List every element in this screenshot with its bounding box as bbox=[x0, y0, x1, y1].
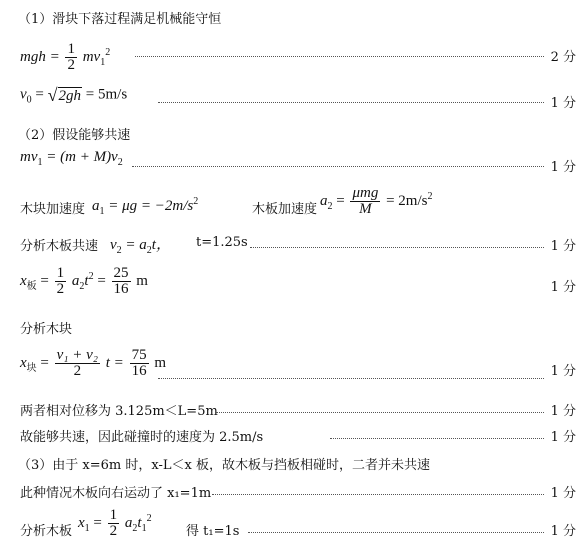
section-1-heading bbox=[0, 6, 588, 26]
momentum-equation bbox=[0, 146, 588, 175]
score-label: 1 分 bbox=[550, 239, 576, 254]
score-label: 1 分 bbox=[550, 280, 576, 295]
frac-den: 2 bbox=[73, 363, 82, 379]
eq-sup: 2 bbox=[146, 512, 152, 524]
eq-equals: = bbox=[40, 272, 49, 289]
energy-equation bbox=[0, 32, 588, 72]
eq-sup: 2 bbox=[427, 190, 433, 202]
section-3-text: （3）由于 x=6m 时，x-L＜x 板，故木板与挡板相碰时，二者并未共速 bbox=[18, 458, 430, 473]
fraction-avg-velocity bbox=[55, 348, 100, 379]
eq-var: x bbox=[20, 354, 27, 371]
eq-var: x bbox=[78, 514, 85, 531]
eq-sub: 2 bbox=[116, 245, 122, 256]
frac-num: 1 bbox=[109, 507, 118, 523]
velocity-equation bbox=[0, 82, 588, 112]
time-value: t=1.25s bbox=[196, 235, 248, 250]
frac-den: 16 bbox=[131, 363, 147, 379]
eq-sub: 1 bbox=[100, 56, 106, 68]
eq-lhs: mgh = bbox=[20, 48, 60, 65]
frac-num: 75 bbox=[131, 347, 147, 363]
eq-sub: 2 bbox=[327, 200, 333, 212]
dotted-leader bbox=[330, 438, 544, 439]
eq-sub: 0 bbox=[26, 94, 32, 106]
frac-den: 16 bbox=[113, 281, 129, 297]
momentum-formula bbox=[20, 149, 123, 168]
sqrt-expression bbox=[48, 86, 82, 104]
score-label: 1 分 bbox=[550, 364, 576, 379]
section-1-text: （1）滑块下落过程满足机械能守恒 bbox=[18, 12, 222, 27]
eq-sup: 2 bbox=[105, 46, 111, 58]
score-label: 1 分 bbox=[550, 96, 576, 111]
eq-var: v bbox=[110, 237, 117, 253]
board-time-label: 分析木板 bbox=[20, 524, 73, 539]
eq-term: = (m + M)v bbox=[46, 149, 118, 165]
board-movement-text: 此种情况木板向右运动了 x₁=1m bbox=[20, 486, 212, 501]
score-label: 1 分 bbox=[550, 486, 576, 501]
eq-sub: 块 bbox=[26, 362, 37, 374]
eq-equals: = bbox=[35, 86, 44, 103]
eq-term: t， bbox=[151, 237, 171, 253]
acceleration-line bbox=[0, 184, 588, 230]
board-accel-formula bbox=[320, 186, 432, 217]
eq-term: = μg = −2m/s bbox=[108, 198, 194, 214]
relative-displacement-text: 两者相对位移为 3.125m＜L=5m bbox=[20, 404, 218, 419]
board-accel-label: 木板加速度 bbox=[252, 202, 318, 217]
board-time-result: 得 t₁=1s bbox=[186, 524, 240, 539]
eq-term: mv bbox=[82, 48, 101, 65]
score-label: 1 分 bbox=[550, 524, 576, 539]
collision-speed-line bbox=[0, 424, 588, 446]
eq-sub: 1 bbox=[141, 522, 147, 534]
eq-sub: 1 bbox=[99, 206, 105, 217]
eq-var: v bbox=[20, 86, 27, 103]
eq-var: a bbox=[320, 192, 328, 209]
analyze-block-text: 分析木块 bbox=[20, 322, 73, 337]
board-movement-line bbox=[0, 480, 588, 502]
dotted-leader bbox=[132, 166, 544, 167]
eq-equals: = bbox=[336, 192, 345, 209]
score-label: 1 分 bbox=[550, 404, 576, 419]
block-accel-formula bbox=[92, 196, 198, 217]
analyze-block-heading bbox=[0, 316, 588, 336]
eq-sub: 1 bbox=[84, 522, 90, 534]
frac-num: 25 bbox=[113, 265, 129, 281]
dotted-leader bbox=[250, 247, 544, 248]
score-label: 2 分 bbox=[550, 50, 576, 65]
eq-unit: m bbox=[136, 272, 148, 289]
dotted-leader bbox=[248, 532, 544, 533]
eq-var: t bbox=[137, 514, 142, 531]
frac-num: v₁ + v₂ bbox=[56, 347, 99, 363]
dotted-leader bbox=[158, 102, 544, 103]
eq-sub: 1 bbox=[37, 157, 43, 168]
section-2-text: （2）假设能够共速 bbox=[18, 128, 131, 143]
eq-result: = 5m/s bbox=[85, 86, 128, 103]
section-2-heading bbox=[0, 122, 588, 142]
eq-var: a bbox=[92, 198, 100, 214]
fraction-half bbox=[65, 42, 77, 73]
energy-formula bbox=[20, 42, 110, 73]
dotted-leader bbox=[158, 378, 544, 379]
radicand: 2gh bbox=[58, 88, 82, 104]
eq-equals: = bbox=[97, 272, 106, 289]
score-label: 1 分 bbox=[550, 160, 576, 175]
eq-sup: 2 bbox=[193, 196, 199, 207]
velocity-formula bbox=[20, 86, 127, 105]
block-accel-label: 木块加速度 bbox=[20, 202, 86, 217]
dotted-leader bbox=[135, 56, 544, 57]
dotted-leader bbox=[216, 412, 544, 413]
eq-term: t = bbox=[105, 354, 124, 371]
eq-sup: 2 bbox=[88, 270, 94, 282]
fraction-75-16 bbox=[130, 348, 149, 379]
fraction-25-16 bbox=[112, 266, 131, 297]
collision-speed-text: 故能够共速，因此碰撞时的速度为 2.5m/s bbox=[20, 430, 264, 445]
relative-displacement-line bbox=[0, 398, 588, 420]
fraction-mumg-m bbox=[350, 186, 380, 217]
dotted-leader bbox=[212, 494, 544, 495]
eq-var: a bbox=[124, 514, 133, 531]
board-time-formula bbox=[78, 508, 152, 539]
eq-var: a bbox=[71, 272, 80, 289]
eq-sub: 2 bbox=[79, 280, 85, 292]
frac-den: 2 bbox=[109, 523, 118, 539]
frac-den: M bbox=[359, 201, 372, 217]
frac-num: μmg bbox=[352, 185, 379, 201]
frac-den: 2 bbox=[67, 57, 75, 73]
section-3-heading bbox=[0, 452, 588, 474]
eq-term: mv bbox=[20, 149, 38, 165]
block-displacement-formula bbox=[20, 348, 166, 379]
eq-var: x bbox=[20, 272, 27, 289]
common-velocity-label: 分析木板共速 bbox=[20, 239, 99, 254]
board-displacement-line bbox=[0, 262, 588, 306]
eq-sub: 板 bbox=[26, 280, 37, 292]
frac-den: 2 bbox=[56, 281, 65, 297]
eq-unit: m bbox=[154, 354, 166, 371]
block-displacement-line bbox=[0, 344, 588, 390]
eq-equals: = bbox=[93, 514, 102, 531]
board-time-line bbox=[0, 506, 588, 548]
frac-num: 1 bbox=[56, 265, 65, 281]
frac-num: 1 bbox=[67, 41, 75, 57]
radical-sign: √ bbox=[47, 85, 58, 105]
eq-sub: 2 bbox=[132, 522, 138, 534]
eq-sub: 2 bbox=[146, 245, 152, 256]
eq-result: = 2m/s bbox=[386, 192, 428, 209]
fraction-half bbox=[108, 508, 120, 539]
eq-term: = a bbox=[125, 237, 147, 253]
common-velocity-formula bbox=[110, 233, 171, 256]
score-label: 1 分 bbox=[550, 430, 576, 445]
eq-equals: = bbox=[40, 354, 49, 371]
eq-sub: 2 bbox=[117, 157, 123, 168]
fraction-half bbox=[55, 266, 67, 297]
board-displacement-formula bbox=[20, 266, 148, 297]
eq-var: t bbox=[84, 272, 89, 289]
common-velocity-line bbox=[0, 232, 588, 256]
